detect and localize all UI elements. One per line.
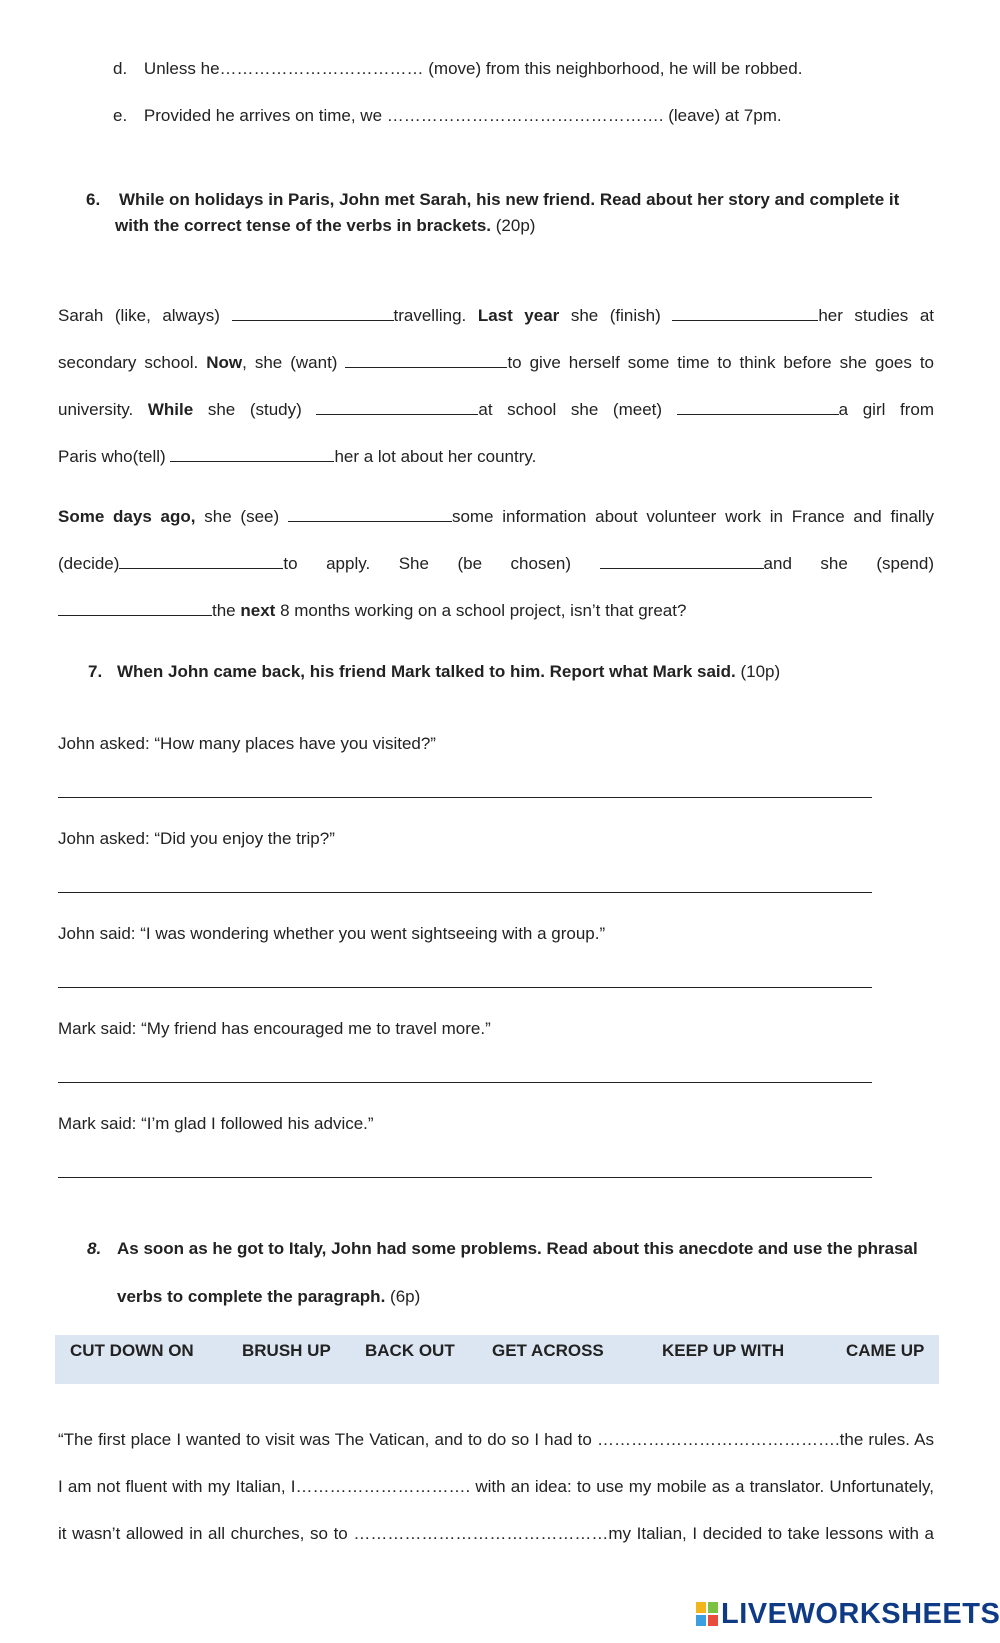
- text: , she (want): [242, 353, 338, 372]
- text: Now: [206, 353, 243, 372]
- q6-para1-line1: [58, 306, 934, 326]
- phrasal-verb[interactable]: GET ACROSS: [492, 1341, 604, 1360]
- item-e: [113, 106, 782, 126]
- text: secondary school.: [58, 353, 199, 372]
- phrasal-verb[interactable]: CAME UP: [846, 1341, 925, 1360]
- q6-number: 6.: [86, 190, 101, 209]
- q6-para2-line2: [58, 554, 934, 574]
- text: to give herself some time to think before she goes to: [507, 353, 934, 372]
- item-letter: e.: [113, 106, 128, 125]
- q8-points: (6p): [390, 1287, 421, 1306]
- text: and she (spend): [763, 554, 934, 573]
- item-text: Provided he arrives on time, we …………………………………………. (leave) at 7pm.: [143, 106, 782, 125]
- phrasal-verb[interactable]: KEEP UP WITH: [662, 1341, 785, 1360]
- q6-para1-line4: [58, 447, 536, 467]
- q8-text-line3: it wasn’t allowed in all churches, so to ………………………………………my Italian, I decided to take lessons with a: [58, 1524, 934, 1543]
- text: (decide): [58, 554, 120, 573]
- text: she (see): [204, 507, 280, 526]
- blank[interactable]: [316, 401, 478, 415]
- q6-instruction-text: with the correct tense of the verbs in brackets.: [115, 216, 492, 235]
- q6-para2-line3: [58, 601, 686, 621]
- blank[interactable]: [672, 307, 818, 321]
- q6-para1-line3: [58, 400, 934, 420]
- q8-text-line2: I am not fluent with my Italian, I…………………………. with an idea: to use my mobile as a translator. Unfortunately,: [58, 1477, 934, 1496]
- q7-prompt: Mark said: “My friend has encouraged me to travel more.”: [58, 1019, 491, 1038]
- text: the: [212, 601, 236, 620]
- text: Some days ago,: [58, 507, 196, 526]
- text: travelling.: [393, 306, 467, 325]
- blank[interactable]: [119, 555, 283, 569]
- answer-line[interactable]: [58, 892, 872, 893]
- phrasal-verb[interactable]: CUT DOWN ON: [70, 1341, 194, 1360]
- blank[interactable]: [600, 555, 764, 569]
- blank[interactable]: [288, 508, 452, 522]
- logo-square: [708, 1602, 718, 1613]
- logo-square: [708, 1615, 718, 1626]
- blank[interactable]: [677, 401, 839, 415]
- q8-text-line1: “The first place I wanted to visit was The Vatican, and to do so I had to …………………………………….the rules. As: [58, 1430, 934, 1449]
- answer-line[interactable]: [58, 797, 872, 798]
- q8-instruction-line1: As soon as he got to Italy, John had some problems. Read about this anecdote and use the phrasal: [117, 1239, 918, 1258]
- item-text: Unless he……………………………… (move) from this neighborhood, he will be robbed.: [143, 59, 803, 78]
- text: next: [240, 601, 276, 620]
- text: 8 months working on a school project, isn’t that great?: [280, 601, 687, 620]
- logo-grid-icon: [696, 1602, 720, 1628]
- phrasal-verb[interactable]: BACK OUT: [365, 1341, 455, 1360]
- blank[interactable]: [345, 354, 507, 368]
- text: her a lot about her country.: [334, 447, 537, 466]
- text: her studies at: [818, 306, 935, 325]
- logo-square: [696, 1615, 706, 1626]
- q6-instruction-line1: While on holidays in Paris, John met Sarah, his new friend. Read about her story and complete it: [119, 190, 900, 209]
- blank[interactable]: [58, 602, 212, 616]
- q7-instruction: [117, 662, 780, 682]
- phrasal-verbs-banner: [55, 1335, 939, 1384]
- q6-points: (20p): [495, 216, 536, 235]
- text: some information about volunteer work in France and finally: [451, 507, 934, 526]
- q7-prompt: John asked: “Did you enjoy the trip?”: [58, 829, 335, 848]
- phrasal-verb[interactable]: BRUSH UP: [242, 1341, 331, 1360]
- answer-line[interactable]: [58, 987, 872, 988]
- text: While: [147, 400, 194, 419]
- item-d: [113, 59, 802, 79]
- text: Paris who(tell): [58, 447, 166, 466]
- q6-para1-line2: [58, 353, 934, 373]
- q7-points: (10p): [740, 662, 781, 681]
- blank[interactable]: [170, 448, 334, 462]
- text: to apply. She (be chosen): [283, 554, 572, 573]
- q7-prompt: John said: “I was wondering whether you went sightseeing with a group.”: [58, 924, 606, 943]
- text: university.: [58, 400, 134, 419]
- text: she (study): [207, 400, 302, 419]
- q8-instruction-text: verbs to complete the paragraph.: [117, 1287, 386, 1306]
- logo-text: LIVEWORKSHEETS: [721, 1598, 1000, 1630]
- blank[interactable]: [232, 307, 394, 321]
- text: a girl from: [838, 400, 934, 419]
- liveworksheets-logo[interactable]: [696, 1598, 1000, 1632]
- answer-line[interactable]: [58, 1082, 872, 1083]
- q8-instruction-line2: [117, 1287, 420, 1307]
- logo-square: [696, 1602, 706, 1613]
- text: Sarah (like, always): [58, 306, 220, 325]
- text: at school she (meet): [478, 400, 663, 419]
- q7-prompt: Mark said: “I’m glad I followed his advice.”: [58, 1114, 374, 1133]
- text: Last year: [477, 306, 560, 325]
- q8-number: 8.: [87, 1239, 102, 1258]
- q7-prompt: John asked: “How many places have you visited?”: [58, 734, 436, 753]
- q7-number: 7.: [88, 662, 103, 681]
- q7-title: When John came back, his friend Mark talked to him. Report what Mark said.: [117, 662, 736, 681]
- text: she (finish): [570, 306, 661, 325]
- answer-line[interactable]: [58, 1177, 872, 1178]
- item-letter: d.: [113, 59, 128, 78]
- q6-para2-line1: [58, 507, 934, 527]
- q6-instruction-line2: [115, 216, 535, 236]
